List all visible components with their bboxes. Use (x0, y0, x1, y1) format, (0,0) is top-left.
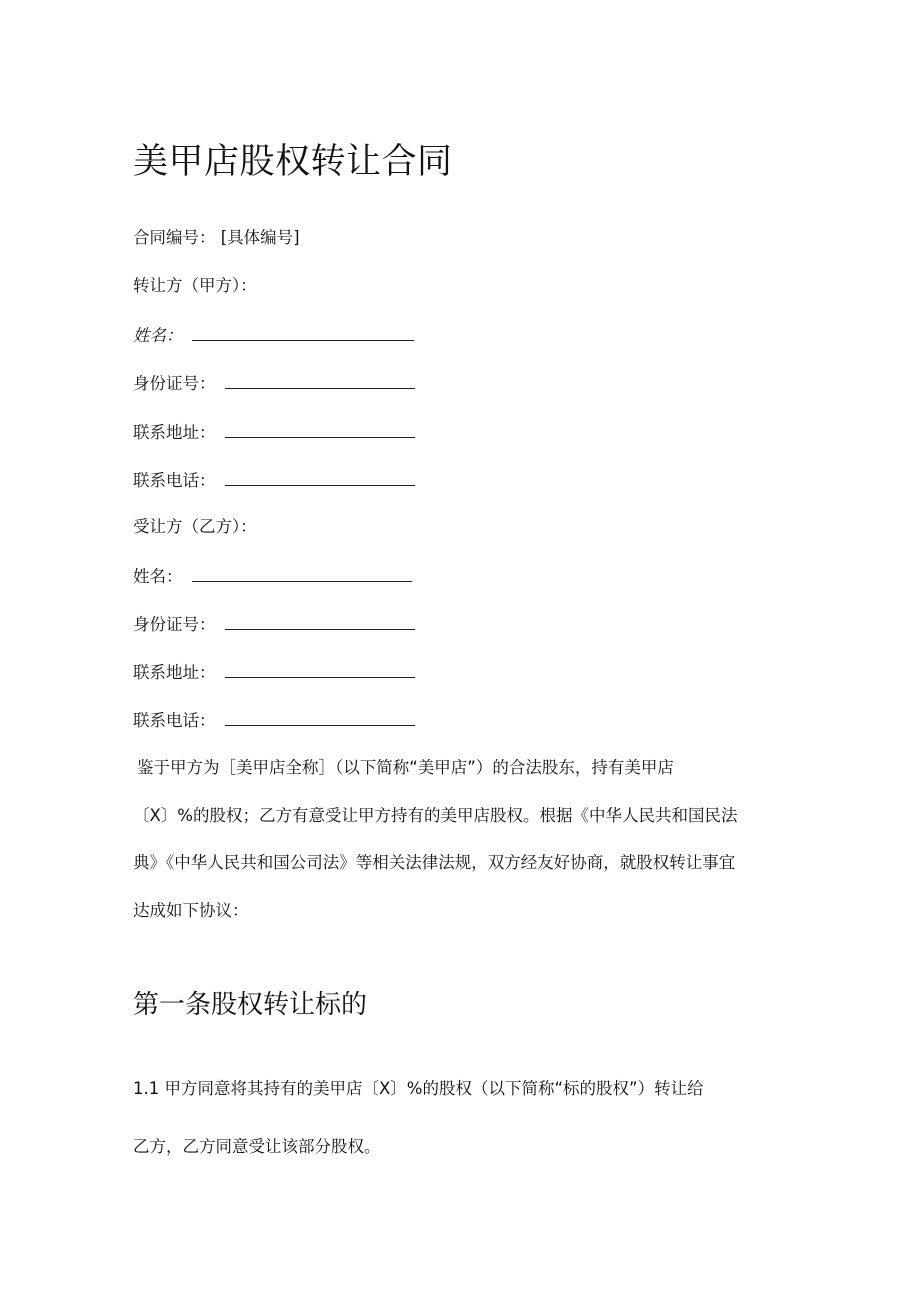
party-b-name-label: 姓名： (133, 567, 183, 586)
party-b-phone-label: 联系电话： (133, 711, 216, 730)
party-b-id-label: 身份证号： (133, 615, 216, 634)
party-a-id-label: 身份证号： (133, 374, 216, 393)
preamble-line: 典》《中华人民共和国公司法》等相关法律法规，双方经友好协商，就股权转让事宜 (133, 853, 736, 872)
party-b-id-field[interactable] (225, 611, 415, 630)
party-b-heading: 受让方（乙方）： (133, 517, 257, 536)
preamble-line: 鉴于甲方为［美甲店全称］（以下简称“美甲店”）的合法股东，持有美甲店 (137, 758, 674, 777)
party-b-address-field[interactable] (225, 659, 415, 678)
party-b-name-row (133, 563, 412, 589)
clause-1-1-line: 乙方，乙方同意受让该部分股权。 (133, 1137, 381, 1156)
party-a-id-row (133, 370, 415, 396)
party-b-name-field[interactable] (192, 563, 412, 582)
party-a-name-field[interactable] (192, 322, 414, 341)
party-a-name-label: 姓名： (133, 326, 183, 345)
clause-1-1-line: 1.1 甲方同意将其持有的美甲店〔X〕%的股权（以下简称“标的股权”）转让给 (133, 1079, 704, 1098)
contract-number-value: [具体编号] (220, 228, 300, 247)
preamble-line: 〔X〕%的股权；乙方有意受让甲方持有的美甲店股权。根据《中华人民共和国民法 (133, 805, 738, 825)
contract-number-row (133, 226, 300, 250)
party-b-address-label: 联系地址： (133, 663, 216, 682)
party-a-id-field[interactable] (225, 370, 415, 389)
party-a-phone-row (133, 467, 415, 493)
party-a-name-row (133, 322, 414, 348)
party-b-phone-row (133, 707, 415, 733)
document-title: 美甲店股权转让合同 (133, 142, 453, 182)
contract-number-label: 合同编号： (133, 228, 216, 247)
party-b-id-row (133, 611, 415, 637)
section-1-heading: 第一条股权转让标的 (133, 990, 368, 1020)
party-b-phone-field[interactable] (225, 707, 415, 726)
party-a-phone-label: 联系电话： (133, 471, 216, 490)
party-a-phone-field[interactable] (225, 467, 415, 486)
party-a-address-row (133, 419, 415, 445)
party-a-heading: 转让方（甲方）： (133, 276, 257, 295)
section-1-paragraph (133, 1060, 773, 1176)
party-a-address-label: 联系地址： (133, 423, 216, 442)
party-b-address-row (133, 659, 415, 685)
preamble-paragraph (133, 744, 777, 934)
party-a-address-field[interactable] (225, 419, 415, 438)
preamble-line: 达成如下协议： (133, 900, 249, 920)
